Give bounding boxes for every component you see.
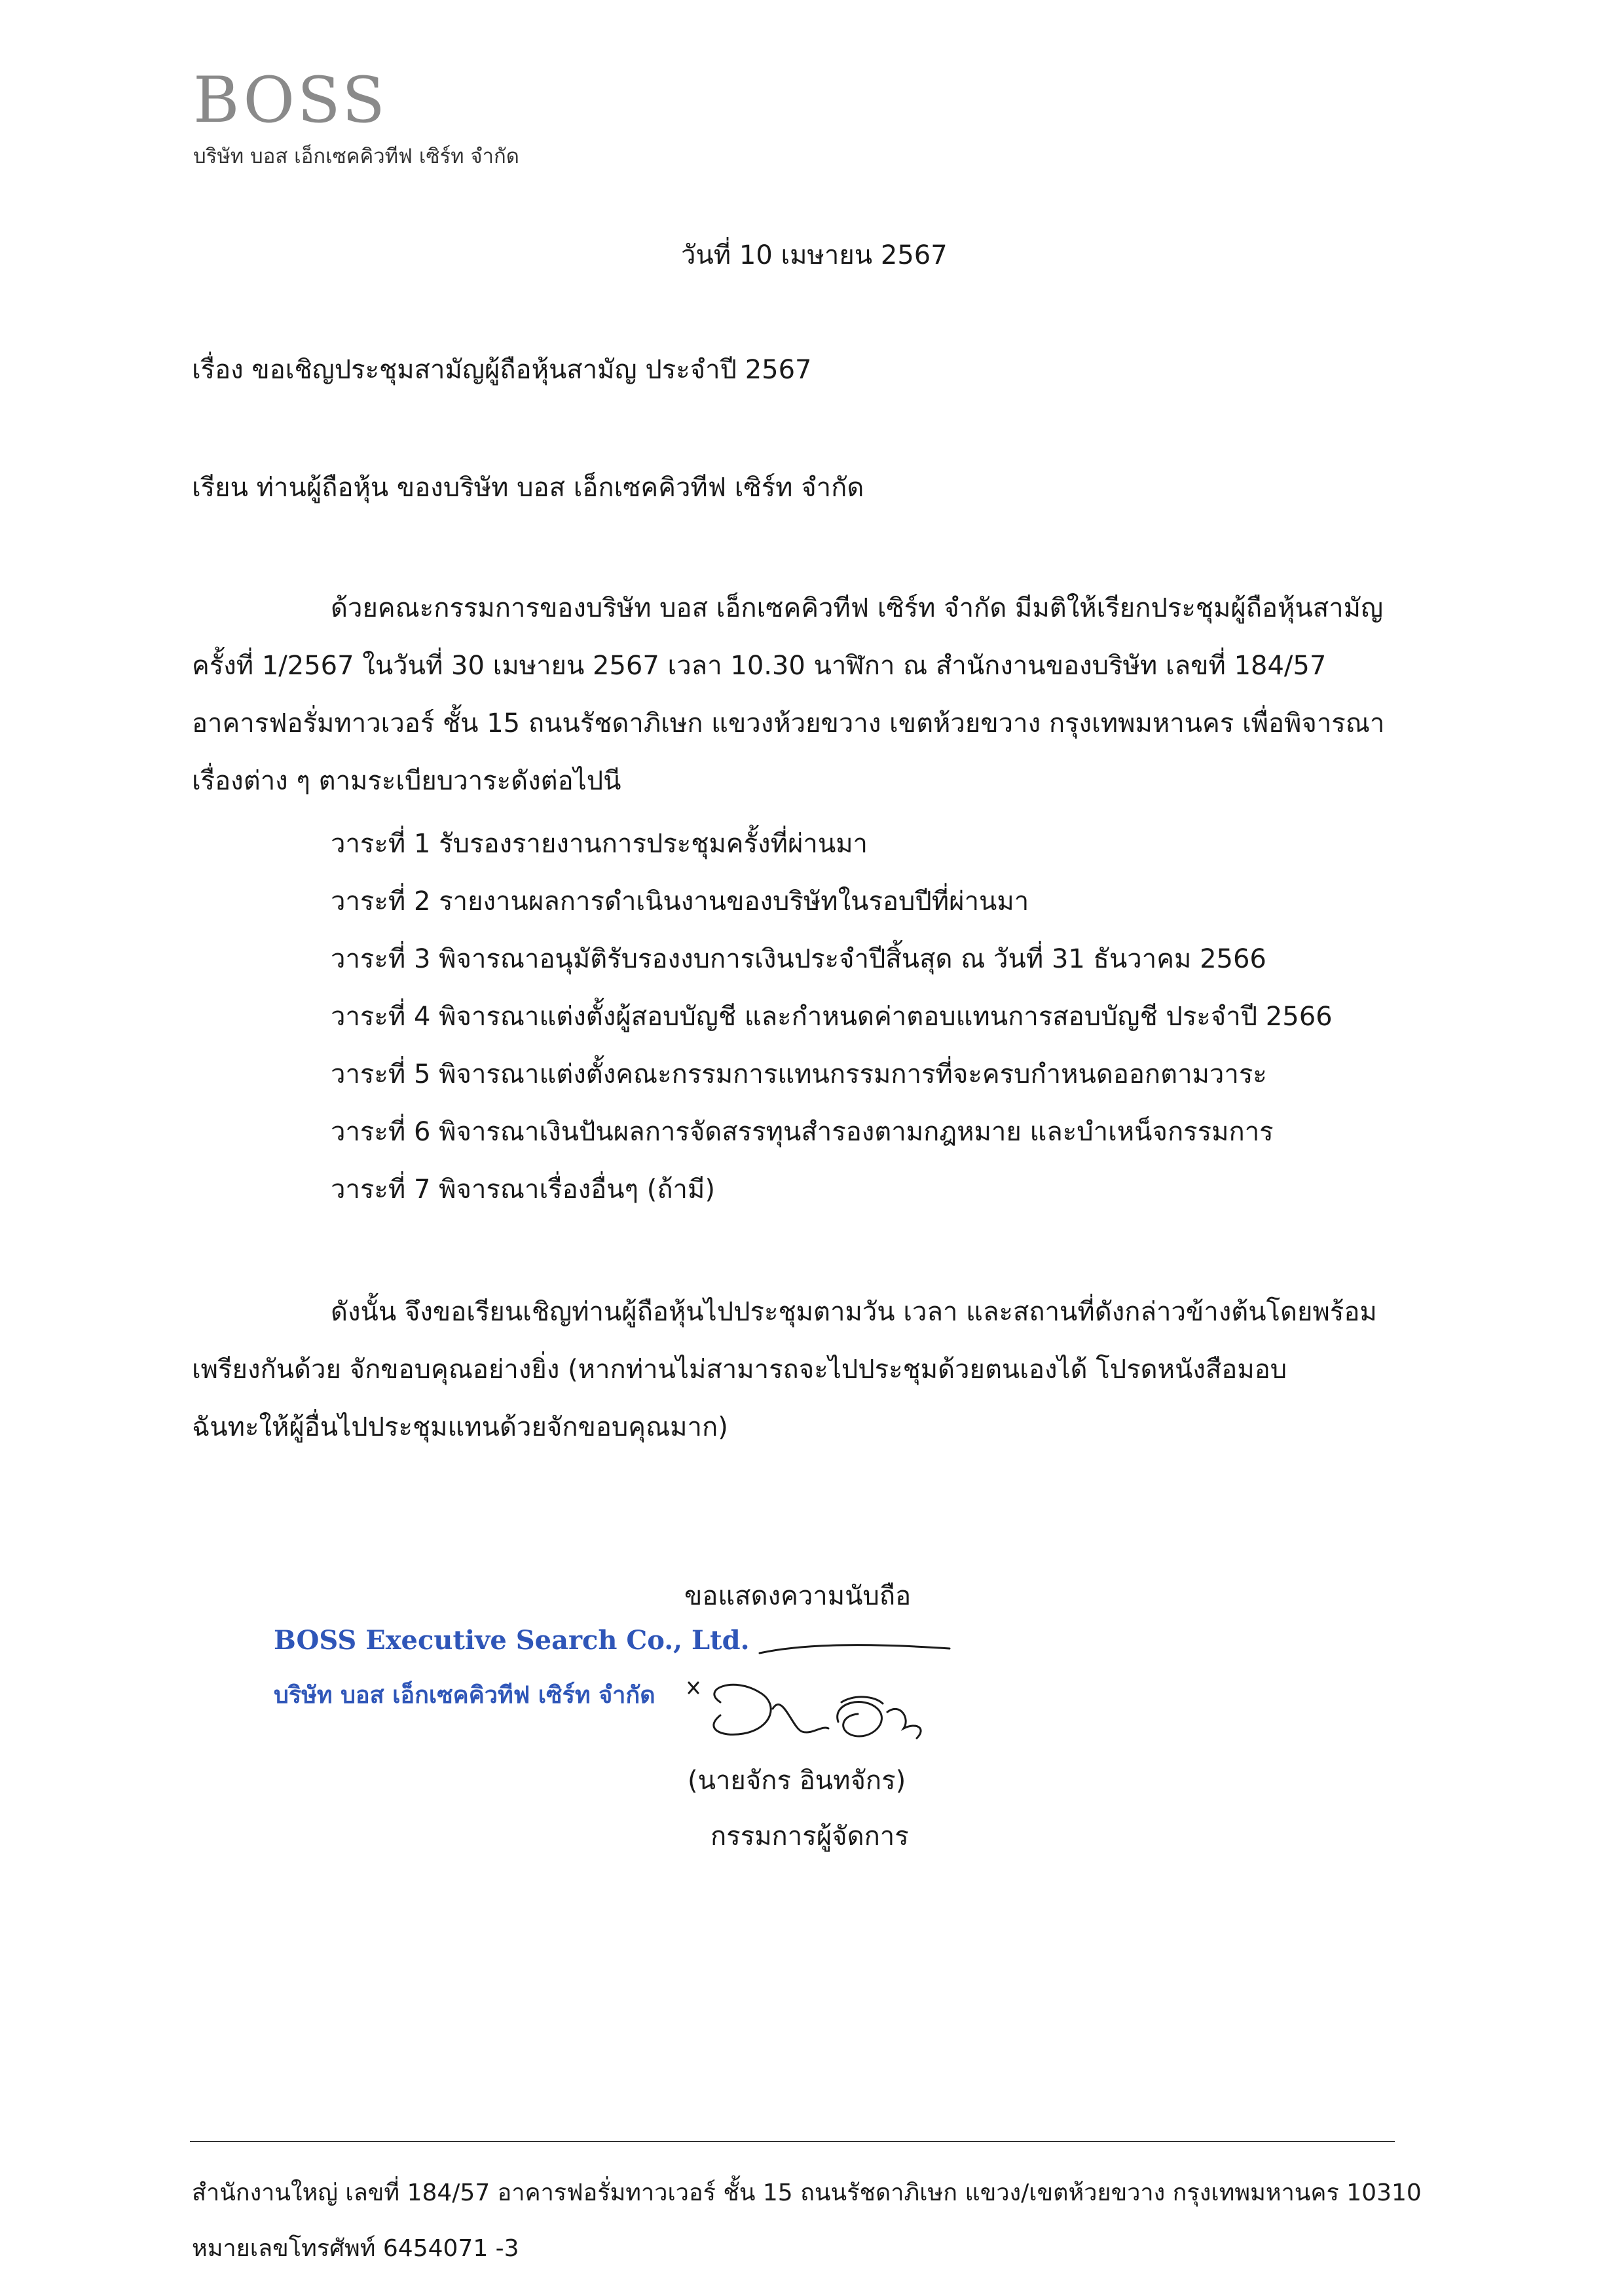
signatory-name: (นายจักร อินทจักร) [688,1766,906,1796]
agenda-item: วาระที่ 4 พิจารณาแต่งตั้งผู้สอบบัญชี และกำหนดค่าตอบแทนการสอบบัญชี ประจำปี 2566 [331,1002,1333,1032]
agenda-item: วาระที่ 1 รับรองรายงานการประชุมครั้งที่ผ่านมา [331,829,868,859]
sign-off: ขอแสดงความนับถือ [684,1581,912,1611]
closing-line: ดังนั้น จึงขอเรียนเชิญท่านผู้ถือหุ้นไปประชุมตามวัน เวลา และสถานที่ดังกล่าวข้างต้นโดยพร้อม [331,1297,1377,1327]
company-stamp-th: บริษัท บอส เอ็กเซคคิวทีฟ เซิร์ท จำกัด [274,1682,655,1709]
intro-line: เรื่องต่าง ๆ ตามระเบียบวาระดังต่อไปนี [192,766,621,796]
agenda-item: วาระที่ 2 รายงานผลการดำเนินงานของบริษัทในรอบปีที่ผ่านมา [331,886,1029,917]
handwritten-signature [674,1630,1002,1755]
closing-line: ฉันทะให้ผู้อื่นไปประชุมแทนด้วยจักขอบคุณมาก) [192,1412,728,1442]
agenda-item: วาระที่ 3 พิจารณาอนุมัติรับรองงบการเงินประจำปีสิ้นสุด ณ วันที่ 31 ธันวาคม 2566 [331,944,1266,974]
company-logo: BOSS [193,64,388,137]
agenda-item: วาระที่ 5 พิจารณาแต่งตั้งคณะกรรมการแทนกรรมการที่จะครบกำหนดออกตามวาระ [331,1059,1267,1089]
letter-date: วันที่ 10 เมษายน 2567 [681,240,948,270]
signatory-title: กรรมการผู้จัดการ [710,1821,909,1851]
agenda-item: วาระที่ 6 พิจารณาเงินปันผลการจัดสรรทุนสำรองตามกฎหมาย และบำเหน็จกรรมการ [331,1117,1274,1147]
company-stamp-en: BOSS Executive Search Co., Ltd. [274,1625,750,1656]
footer-address: สำนักงานใหญ่ เลขที่ 184/57 อาคารฟอรั่มทาวเวอร์ ชั้น 15 ถนนรัชดาภิเษก แขวง/เขตห้วยขวาง กรุงเทพมหานคร 10310 [192,2179,1422,2206]
letter-subject: เรื่อง ขอเชิญประชุมสามัญผู้ถือหุ้นสามัญ ประจำปี 2567 [192,355,812,385]
closing-paragraph [192,1283,1377,1456]
agenda-item: วาระที่ 7 พิจารณาเรื่องอื่นๆ (ถ้ามี) [331,1175,715,1205]
footer-divider [190,2141,1395,2142]
closing-line: เพรียงกันด้วย จักขอบคุณอย่างยิ่ง (หากท่านไม่สามารถจะไปประชุมด้วยตนเองได้ โปรดหนังสือมอบ [192,1355,1287,1385]
intro-line: ครั้งที่ 1/2567 ในวันที่ 30 เมษายน 2567 เวลา 10.30 นาฬิกา ณ สำนักงานของบริษัท เลขที่ 184/57 [192,651,1327,681]
intro-paragraph [192,579,1384,810]
intro-line: ด้วยคณะกรรมการของบริษัท บอส เอ็กเซคคิวทีฟ เซิร์ท จำกัด มีมติให้เรียกประชุมผู้ถือหุ้นสามัญ [331,593,1384,623]
intro-line: อาคารฟอรั่มทาวเวอร์ ชั้น 15 ถนนรัชดาภิเษก แขวงห้วยขวาง เขตห้วยขวาง กรุงเทพมหานคร เพื่อพิจารณา [192,708,1385,738]
footer-phone: หมายเลขโทรศัพท์ 6454071 -3 [192,2235,519,2262]
letter-recipient: เรียน ท่านผู้ถือหุ้น ของบริษัท บอส เอ็กเซคคิวทีฟ เซิร์ท จำกัด [192,473,864,503]
company-name-thai: บริษัท บอส เอ็กเซคคิวทีฟ เซิร์ท จำกัด [193,145,519,168]
agenda-list [331,815,1333,1218]
